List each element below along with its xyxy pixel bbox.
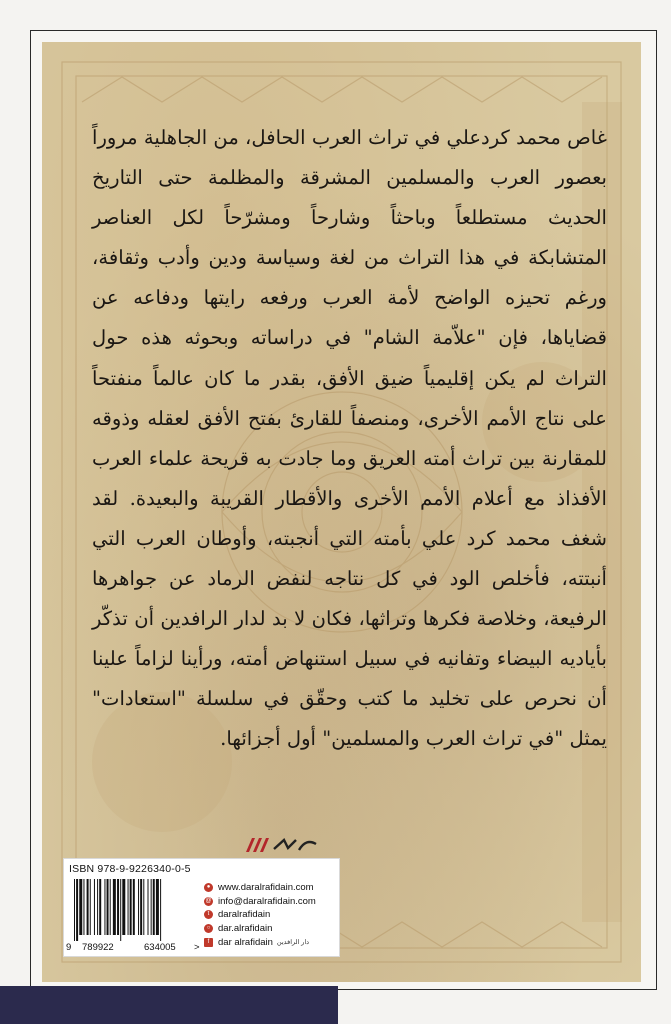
bottom-color-band <box>0 986 338 1024</box>
back-cover-text: غاص محمد كردعلي في تراث العرب الحافل، من الجاهلية مروراً بعصور العرب والمسلمين المشرقة والمظلمة حتى التاريخ الحديث مستطلعاً وباحثاً وشارحاً ومشرّحاً لكل العناصر المتشابكة في هذا التراث من لغة وسياسة ودين وأدب وثقافة، ورغم تحيزه الواضح لأمة العرب ورفعه رايتها ودفاعه عن قضاياها، فإن "علاّمة الشام" في دراساته وبحوثه هذه حول التراث لم يكن إقليمياً ضيق الأفق، بقدر ما كان عالماً منفتحاً على نتاج الأمم الأخرى، ومنصفاً للقارئ بفتح الأفق لعقله وذوقه للمقارنة بين تراث أمته العريق وما جادت به قريحة علماء العرب الأفذاذ مع أعلام الأمم الأخرى والأقطار القريبة والبعيدة. لقد شغف محمد كرد علي بأمته التي أنجبته، وأوطان العرب التي أنبتته، فأخلص الود في كل نتاجه لنفض الرماد عن جواهرها الرفيعة، وخلاصة فكرها وتراثها، فكان لا بد لدار الرافدين أن تذكّر بأياديه البيضاء وتفانيه في سبيل استنهاض أمته، ورأينا لزاماً علينا أن نحرص على تخليد ما كتب وحقّق في سلسلة "استعادات" يمثل "في تراث العرب والمسلمين" أول أجزائها. <box>92 126 607 751</box>
contact-text: www.daralrafidain.com <box>218 882 314 894</box>
contact-text: info@daralrafidain.com <box>218 895 316 907</box>
barcode-digit-first: 9 <box>66 942 72 953</box>
barcode-digits-left: 789922 <box>82 942 114 953</box>
publisher-arabic-name: دار الرافدين <box>276 939 310 947</box>
barcode-digits-right: 634005 <box>144 942 176 953</box>
contact-website[interactable] <box>204 881 336 895</box>
contact-facebook[interactable] <box>204 935 336 949</box>
contact-twitter[interactable] <box>204 908 336 922</box>
contact-email[interactable] <box>204 895 336 909</box>
barcode-digit-end: > <box>194 942 200 953</box>
contact-instagram[interactable] <box>204 922 336 936</box>
facebook-icon: f <box>204 938 213 947</box>
isbn-text: ISBN 978-9-9226340-0-5 <box>69 863 191 875</box>
contact-list <box>204 881 336 949</box>
back-cover-panel <box>42 42 641 982</box>
globe-icon: ● <box>204 883 213 892</box>
twitter-icon: t <box>204 910 213 919</box>
contact-text: daralrafidain <box>218 909 271 921</box>
instagram-icon: ○ <box>204 924 213 933</box>
barcode <box>70 879 200 941</box>
isbn-sticker <box>63 858 340 957</box>
contact-text: dar.alrafidain <box>218 923 273 935</box>
publisher-logo-icon <box>244 836 319 854</box>
mail-icon: @ <box>205 897 212 904</box>
contact-text: dar alrafidain <box>218 936 273 948</box>
